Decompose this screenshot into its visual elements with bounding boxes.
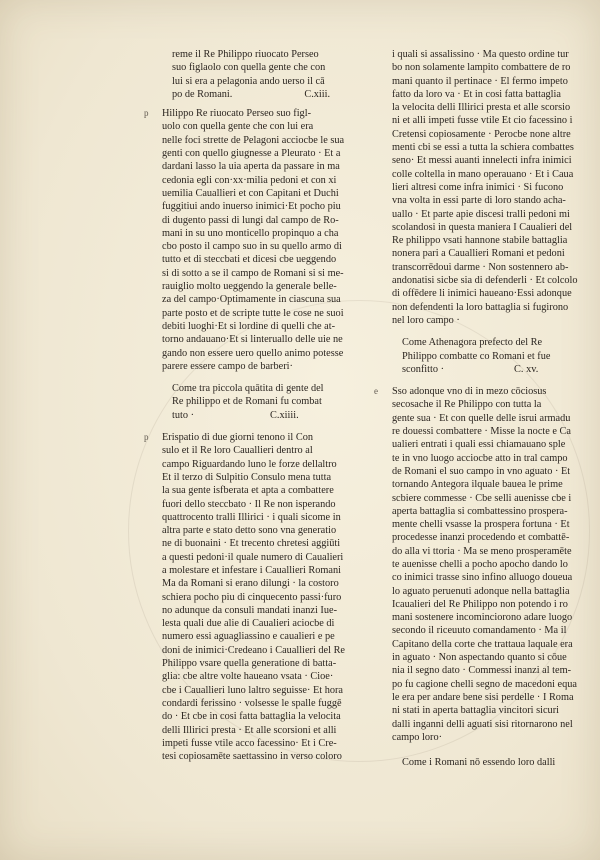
text-line: mani quanto il pertinace · El fermo impeto [392, 75, 568, 87]
text-line: re douessi combattere · Misse la nocte e Ca [392, 426, 571, 438]
text-line: nelle foci strette de Pelagoni acciocbe le sua [162, 134, 345, 146]
text-line: secosache il Re Philippo con tutta la [392, 399, 542, 411]
text-line: nel loro campo · [392, 314, 460, 326]
text-line: si di sotto a se il campo de Romani si si me- [162, 267, 344, 279]
text-line: lesta quali due alie di Caualieri aciocbe di [162, 618, 335, 630]
text-line: Capitano della corte che trattaua laquale era [392, 638, 573, 650]
text-line: condardi ferissino · volsesse le spalle fuggē [162, 697, 342, 709]
text-line: Philippo vsare quella generatione di batta- [162, 658, 337, 670]
chapter-number: C.xiii. [304, 88, 331, 100]
text-line: dalli inganni delli aguati sisi ritornarono nel [392, 718, 573, 730]
text-line: po fu cagione chelli segno de macedoni equa [392, 678, 577, 690]
text-line: uallo · Et parte apie discesi tralli pedoni mi [392, 208, 570, 220]
text-line: menti cbi se essi a tutta la schiera combattes [392, 142, 574, 154]
text-line: di offēdere li inimici haueano·Essi adonque [392, 288, 572, 300]
text-line: de Romani el suo campo in vno aguato · Et [392, 465, 571, 477]
text-line: in aguato · Non aspectando quanto si cōue [392, 652, 567, 664]
continued-text [392, 48, 580, 327]
text-line: a questi pedoni·il quale numero di Caualieri [162, 551, 344, 563]
rubric-line: Philippo combatte co Romani et fue [402, 350, 551, 362]
text-line: mani in su uno monticello propinquo a cha [162, 227, 339, 239]
text-line: uemilia Cauallieri et con Capitani et Duchi [162, 187, 339, 199]
text-line: ni stati in aperta battaglia vincitori sicuri [392, 705, 559, 717]
text-line: Icaualieri del Re Philippo non potendo i ro [392, 598, 568, 610]
text-line: delli Illirici presta · Et alle scorsioni et alli [162, 724, 337, 736]
text-line: po de Romani. [172, 88, 233, 100]
text-line: tesi copiosamēte saettassino in verso coloro [162, 751, 342, 763]
text-line: fuori dello steccbato · Il Re non isperando [162, 498, 336, 510]
rubric-line: Come i Romani nō essendo loro dalli [402, 757, 556, 769]
text-line: do alla vi ttoria · Ma se meno prosperamēte [392, 545, 572, 557]
text-line: fatto da loro va · Et in cosi fatta battaglia [392, 88, 561, 100]
text-line: Sso adonque vno di in mezo cōciosus [392, 386, 547, 398]
text-line: gente sua · Et con quelle delle isrui armadu [392, 412, 571, 424]
chapter-number: C. xv. [514, 363, 539, 375]
text-line: scolandosi in questa maniera I Caualieri del [392, 221, 573, 233]
text-line: lieri altresi come infra inimici · Si fucono [392, 181, 564, 193]
text-line: Cretensi copiosamente · Perocbe none altre [392, 128, 571, 140]
text-line: te in vno luogo acciocbe atto in tral campo [392, 452, 568, 464]
text-line: parere essere campo de barberi· [162, 360, 293, 372]
text-line: vna volta in essi parte di loro stando acha- [392, 195, 566, 207]
left-column [144, 48, 362, 767]
text-line: mente chelli vsasse la prospera fortuna · Et [392, 519, 570, 531]
text-line: ualieri entrati i quali essi chiamauano sple [392, 439, 566, 451]
text-line: Erispatio di due giorni tenono il Con [162, 432, 314, 444]
text-line: glia: cbe altre volte haueano vsata · Cioe· [162, 671, 334, 683]
text-line: Ma da Romani si erano dilungi · la costoro [162, 578, 339, 590]
rubric-line: sconfitto · [402, 363, 445, 375]
text-line: rauiglio molto ueggendo la generale belle- [162, 281, 337, 293]
text-line: secondo il riceuuto comandamento · Ma il [392, 625, 567, 637]
chapter-heading-next [392, 756, 580, 769]
paragraph-erispatio [144, 431, 362, 763]
right-column [374, 48, 580, 778]
text-line: ni et alli impeti fusse vtile Et cio facessino i [392, 115, 573, 127]
text-line: Hilippo Re riuocato Perseo suo figl- [162, 108, 311, 120]
text-line: parte posto et de scripte tutte le cose ne suoi [162, 307, 344, 319]
guide-letter: p [144, 108, 149, 119]
text-line: dardani lasso la uia aperta da passare in ma [162, 161, 340, 173]
text-line: lui si era a pelagonia ando uerso il cā [172, 75, 325, 87]
chapter-heading-xiiii [162, 382, 362, 422]
text-line: uolo con quella gente che con lui era [162, 121, 314, 133]
text-line: co inimici trasse sino infino alluogo doueua [392, 572, 573, 584]
text-line: a molestare et infestare i Cauallieri Romani [162, 564, 341, 576]
text-line: la sua gente isfberata et apta a combattere [162, 485, 334, 497]
rubric-line: Re philippo et de Romani fu combat [172, 396, 322, 408]
text-line: transcorrēdoui darme · Non sostennero ab- [392, 261, 569, 273]
guide-letter: p [144, 432, 149, 443]
text-line: le era per andare bene sisi perdelle · I Roma [392, 691, 574, 703]
rubric-line: tuto · [172, 409, 195, 421]
text-line: cedonia egli con·xx·milia pedoni et con xi [162, 174, 337, 186]
text-line: scbiere commesse · Cbe selli auenisse cbe i [392, 492, 572, 504]
text-line: ne di buonaini · Et trecento chretesi aggiūti [162, 538, 341, 550]
text-line: cbo posto il campo suo in su quello armo di [162, 241, 342, 253]
text-line: di dugento passi di lungi dal campo de Ro- [162, 214, 339, 226]
intro-text [162, 48, 362, 101]
rubric-line: Come tra piccola quātita di gente del [172, 383, 324, 395]
text-line: schiera pocho piu di cinquecento passi·furo [162, 591, 342, 603]
text-line: lo aguato peruenuti adonque nella battaglia [392, 585, 570, 597]
paragraph-sso [374, 385, 580, 744]
text-line: non defendenti la loro battaglia si fugirono [392, 301, 569, 313]
text-line: nonera pari a Cauallieri Romani et pedoni [392, 248, 565, 260]
text-line: genti con quello giugnesse a Pleurato · Et a [162, 148, 341, 160]
text-line: doni de inimici·Credeano i Cauallieri del Re [162, 644, 346, 656]
text-line: te auenisse chelli a pocho apocho dando lo [392, 558, 568, 570]
chapter-heading-xv [392, 336, 580, 376]
text-line: suo figlaolo con quella gente che con [172, 62, 326, 74]
text-line: tutto et di steccbati et dicesi cbe ueggendo [162, 254, 337, 266]
rubric-line: Come Athenagora prefecto del Re [402, 337, 543, 349]
text-line: reme il Re Philippo riuocato Perseo [172, 49, 319, 60]
paragraph-philippo [144, 107, 362, 373]
text-line: bo non solamente lampito combattere de ro [392, 62, 571, 74]
text-line: procedesse inanzi procedendo et combattē- [392, 532, 570, 544]
text-line: no adunque da consuli mandati inanzi Iue- [162, 604, 337, 616]
text-line: impeti fusse vtile acco facessino· Et i Cre- [162, 737, 337, 749]
text-line: campo Riguardando luno le forze dellaltro [162, 458, 337, 470]
text-line: la velocita delli Illirici presta et alle scorsio [392, 102, 571, 114]
text-line: quattrocento tralli Illirici · i quali sicome in [162, 511, 341, 523]
text-line: fuggitiui ando inuerso inimici·Et pocho piu [162, 201, 341, 213]
chapter-number: C.xiiii. [270, 409, 299, 421]
text-line: colle coltella in mano operauano · Et i Caua [392, 168, 574, 180]
text-line: aperta battaglia si combattessino prospera- [392, 505, 568, 517]
text-line: gando non essere uero quello animo potesse [162, 347, 344, 359]
text-line: altra parte e stato detto sono vna generatio [162, 525, 337, 537]
text-line: i quali si assalissino · Ma questo ordine tur [392, 49, 569, 60]
text-line: seno· Et messi auanti innelecti infra inimici [392, 155, 572, 167]
text-line: do · Et cbe in cosi fatta battaglia la velocita [162, 711, 341, 723]
text-line: torno andauano·Et si linteruallo delle uie ne [162, 334, 343, 346]
text-line: mani sostenere incominciorono adare luogo [392, 612, 573, 624]
text-line: numero essi aguagliassino e caualieri e pe [162, 631, 335, 643]
text-line: campo loro· [392, 731, 443, 743]
text-line: Et il terzo di Sulpitio Consulo mena tutta [162, 471, 332, 483]
text-line: tornando Antegora ilquale bauea le prime [392, 479, 563, 491]
text-line: za del campo·Optimamente in ciascuna sua [162, 294, 341, 306]
text-line: debiti luoghi·Et si lordine di quelli che at- [162, 320, 336, 332]
text-line: sulo et il Re loro Cauallieri dentro al [162, 445, 313, 457]
text-line: andonatisi sicbe sia di defenderli · Et colcolo [392, 275, 578, 287]
text-line: cbe i Cauallieri luno laltro seguisse· Et hora [162, 684, 343, 696]
guide-letter: e [374, 386, 378, 397]
text-line: Re philippo vsati hannone stabile battaglia [392, 235, 568, 247]
text-line: nia il segno dato · Commessi inanzi al tem- [392, 665, 572, 677]
